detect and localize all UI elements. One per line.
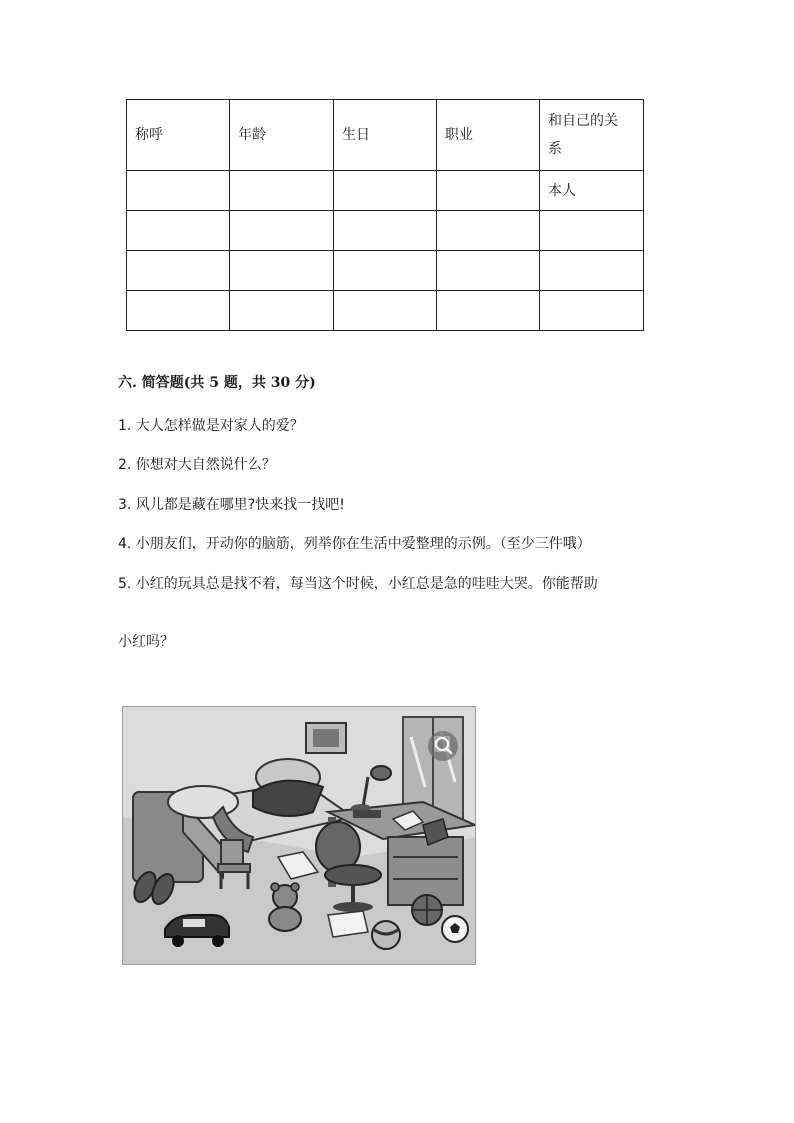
question-4: 4. 小朋友们，开动你的脑筋，列举你在生活中爱整理的示例。（至少三件哦） <box>118 536 591 552</box>
table-cell[interactable] <box>540 211 644 251</box>
table-cell[interactable] <box>334 251 437 291</box>
question-3: 3. 风儿都是藏在哪里?快来找一找吧! <box>118 497 345 513</box>
family-info-table <box>126 99 644 331</box>
table-cell[interactable] <box>334 291 437 331</box>
header-cell-title: 称呼 <box>127 100 230 171</box>
table-cell[interactable] <box>230 251 334 291</box>
table-cell[interactable] <box>540 251 644 291</box>
header-cell-birthday: 生日 <box>334 100 437 171</box>
table-cell[interactable] <box>437 251 540 291</box>
table-cell[interactable] <box>127 211 230 251</box>
table-cell[interactable] <box>230 291 334 331</box>
question-5: 5. 小红的玩具总是找不着，每当这个时候，小红总是急的哇哇大哭。你能帮助 <box>118 576 598 592</box>
table-cell[interactable] <box>540 291 644 331</box>
zoom-icon <box>428 731 458 761</box>
table-cell[interactable] <box>127 291 230 331</box>
messy-bedroom-illustration <box>122 706 476 965</box>
header-cell-job: 职业 <box>437 100 540 171</box>
table-cell[interactable] <box>437 211 540 251</box>
bedroom-drawing <box>123 707 476 965</box>
table-cell[interactable] <box>334 171 437 211</box>
table-cell[interactable] <box>127 171 230 211</box>
table-cell[interactable] <box>230 211 334 251</box>
question-1: 1. 大人怎样做是对家人的爱？ <box>118 418 304 434</box>
table-row <box>127 171 644 211</box>
table-cell[interactable] <box>127 251 230 291</box>
table-cell[interactable] <box>230 171 334 211</box>
zoom-button[interactable] <box>428 731 458 761</box>
section-title: 六. 简答题(共 5 题，共 30 分) <box>118 375 316 391</box>
table-header-row <box>127 100 644 171</box>
table-cell[interactable] <box>334 211 437 251</box>
table-row <box>127 291 644 331</box>
question-5-continued: 小红吗？ <box>118 634 174 650</box>
header-cell-relation: 和自己的关系 <box>540 100 644 171</box>
table-row <box>127 251 644 291</box>
table-cell[interactable] <box>437 171 540 211</box>
header-cell-age: 年龄 <box>230 100 334 171</box>
question-2: 2. 你想对大自然说什么？ <box>118 457 276 473</box>
table-cell: 本人 <box>540 171 644 211</box>
table-row <box>127 211 644 251</box>
table-cell[interactable] <box>437 291 540 331</box>
